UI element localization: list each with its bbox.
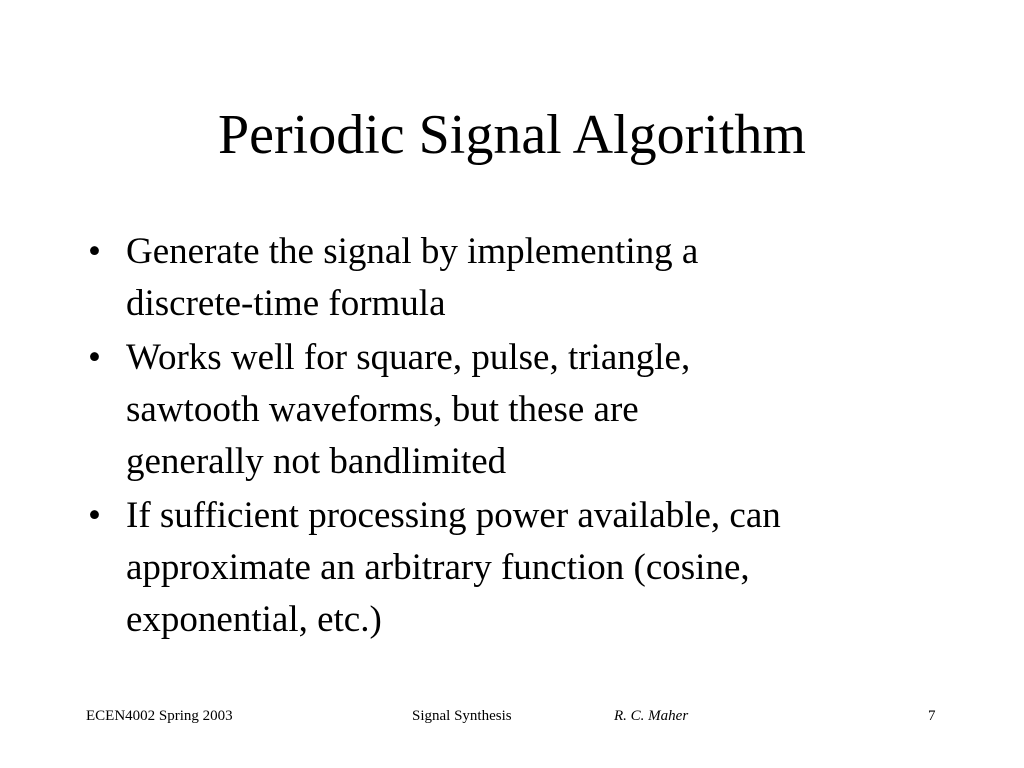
bullet-text-line: generally not bandlimited bbox=[126, 441, 507, 482]
footer-author: R. C. Maher bbox=[614, 708, 689, 724]
bullet-item bbox=[84, 490, 964, 646]
footer-topic: Signal Synthesis bbox=[412, 708, 512, 724]
bullet-text-line: Works well for square, pulse, triangle, bbox=[126, 337, 691, 378]
bullet-text-line: exponential, etc.) bbox=[126, 599, 382, 640]
bullet-list bbox=[84, 226, 964, 648]
bullet-text-line: Generate the signal by implementing a bbox=[126, 231, 699, 272]
slide-title: Periodic Signal Algorithm bbox=[218, 104, 806, 166]
bullet-text-line: approximate an arbitrary function (cosine, bbox=[126, 547, 750, 588]
footer-course: ECEN4002 Spring 2003 bbox=[86, 708, 233, 724]
bullet-item bbox=[84, 332, 964, 488]
bullet-text-line: discrete-time formula bbox=[126, 283, 446, 324]
bullet-dot-icon: • bbox=[88, 231, 101, 272]
bullet-dot-icon: • bbox=[88, 337, 101, 378]
bullet-item bbox=[84, 226, 964, 330]
bullet-text-line: If sufficient processing power available, can bbox=[126, 495, 781, 536]
page-number: 7 bbox=[928, 708, 936, 724]
bullet-text-line: sawtooth waveforms, but these are bbox=[126, 389, 639, 430]
bullet-dot-icon: • bbox=[88, 495, 101, 536]
